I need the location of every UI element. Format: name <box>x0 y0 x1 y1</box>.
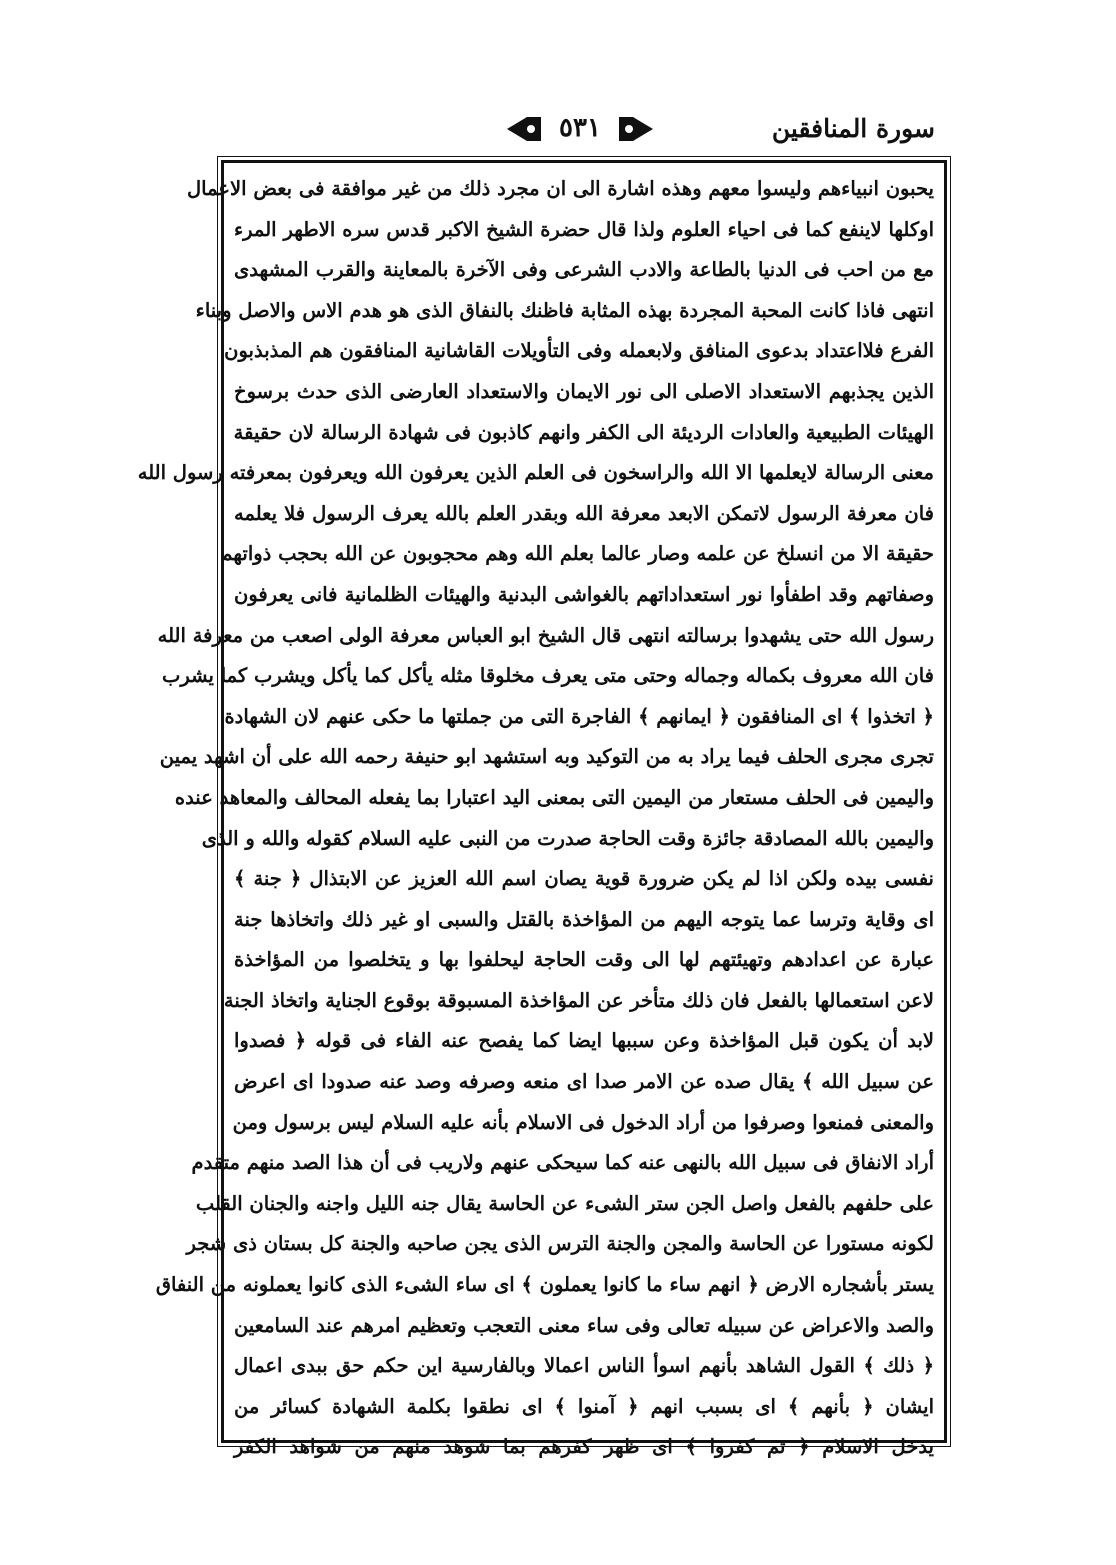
text-line: فان معرفة الرسول لاتمكن الابعد معرفة الله وبقدر العلم بالله يعرف الرسول فلا يعلمه <box>234 501 934 525</box>
text-line: اى وقاية وترسا عما يتوجه اليهم من المؤاخذة بالقتل والسبى او غير ذلك واتخاذها جنة <box>234 907 934 931</box>
text-line: اوكلها لاينفع كما فى احياء العلوم ولذا قال حضرة الشيخ الاكبر قدس سره الاطهر المرء <box>234 217 934 241</box>
page-number-ornament <box>505 110 655 148</box>
surah-title: سورة المنافقين <box>771 114 935 143</box>
text-line: لابد أن يكون قبل المؤاخذة وعن سببها ايضا كما يفصح عنه الفاء فى قوله ﴿ فصدوا <box>234 1029 934 1053</box>
text-line: يدخل الاسلام ﴿ ثم كفروا ﴾ اى ظهر كفرهم بما شوهد منهم من شواهد الكفر <box>234 1435 934 1459</box>
text-line: الفرع فلااعتداد بدعوى المنافق ولابعمله وفى التأويلات القاشانية المنافقون هم المذبذبون <box>224 339 934 363</box>
text-line: وصفاتهم وقد اطفأوا نور استعداداتهم بالغواشى البدنية والهيئات الظلمانية فانى يعرفون <box>234 582 934 606</box>
text-line: والمعنى فمنعوا وصرفوا من أراد الدخول فى الاسلام بأنه عليه السلام ليس برسول ومن <box>232 1110 934 1134</box>
text-line: يحبون انبياءهم وليسوا معهم وهذه اشارة الى ان مجرد ذلك من غير موافقة فى بعض الاعمال <box>187 177 934 200</box>
text-line: حقيقة الا من انسلخ عن علمه وصار عالما بعلم الله وهم محجوبون عن الله بحجب ذواتهم <box>220 542 934 566</box>
text-line: الذين يجذبهم الاستعداد الاصلى الى نور الايمان والاستعداد العارضى الذى حدث برسوخ <box>234 379 934 403</box>
text-line: تجرى مجرى الحلف فيما يراد به من التوكيد وبه استشهد ابو حنيفة رحمه الله على أن اشهد يمين <box>159 745 934 769</box>
text-line: عبارة عن اعدادهم وتهيئتهم لها الى وقت الحاجة ليحلفوا بها و يتخلصوا من المؤاخذة <box>234 948 934 972</box>
text-line: نفسى بيده ولكن اذا لم يكن ضرورة قوية يصان اسم الله العزيز عن الابتذال ﴿ جنة ﴾ <box>234 867 934 891</box>
text-line: يستر بأشجاره الارض ﴿ انهم ساء ما كانوا يعملون ﴾ اى ساء الشىء الذى كانوا يعملونه من النفاق <box>155 1273 934 1297</box>
text-line: على حلفهم بالفعل واصل الجن ستر الشىء عن الحاسة يقال جنه الليل واجنه والجنان القلب <box>195 1191 934 1215</box>
text-line: ﴿ اتخذوا ﴾ اى المنافقون ﴿ ايمانهم ﴾ الفاجرة التى من جملتها ما حكى عنهم لان الشهادة <box>224 704 934 728</box>
page-number: ٥٣١ <box>559 113 601 143</box>
text-line: فان الله معروف بكماله وجماله وحتى متى يعرف مخلوقا مثله يأكل كما يأكل ويشرب كما يشرب <box>161 664 934 688</box>
page-header <box>215 108 935 152</box>
text-line: لاعن استعمالها بالفعل فان ذلك متأخر عن المؤاخذة المسبوقة بوقوع الجناية واتخاذ الجنة <box>223 988 934 1012</box>
text-body <box>137 169 934 1459</box>
text-line: معنى الرسالة لايعلمها الا الله والراسخون فى العلم الذين يعرفون الله ويعرفون بمعرفته رسول الله <box>137 461 934 485</box>
text-line: انتهى فاذا كانت المحبة المجردة بهذه المثابة فاظنك بالنفاق الذى هو هدم الاس والاصل وبناء <box>195 298 934 322</box>
text-line: ايشان ﴿ بأنهم ﴾ اى بسبب انهم ﴿ آمنوا ﴾ اى نطقوا بكلمة الشهادة كسائر من <box>234 1394 934 1418</box>
text-line: واليمين بالله المصادقة جائزة وقت الحاجة صدرت من النبى عليه السلام كقوله والله و الذى <box>201 826 934 850</box>
text-line: رسول الله حتى يشهدوا برسالته انتهى قال الشيخ ابو العباس معرفة الولى اصعب من معرفة الله <box>157 623 934 647</box>
text-line: والصد والاعراض عن سبيله تعالى وفى ساء معنى التعجب وتعظيم امرهم عند السامعين <box>233 1313 934 1337</box>
text-line: أراد الانفاق فى سبيل الله بالنهى عنه كما سيحكى عنهم ولاريب فى أن هذا الصد منهم متقدم <box>191 1151 934 1175</box>
text-frame <box>137 160 947 1459</box>
text-line: عن سبيل الله ﴾ يقال صده عن الامر صدا اى منعه وصرفه وصد عنه صدودا اى اعرض <box>234 1070 934 1094</box>
text-line: ﴿ ذلك ﴾ القول الشاهد بأنهم اسوأ الناس اعمالا وبالفارسية اين حكم حق ببدى اعمال <box>234 1354 934 1378</box>
text-line: الهيئات الطبيعية والعادات الرديئة الى الكفر وانهم كاذبون فى شهادة الرسالة لان حقيقة <box>233 420 934 444</box>
text-line: مع من احب فى الدنيا بالطاعة والادب الشرعى وفى الآخرة بالمعاينة والقرب المشهدى <box>234 258 934 282</box>
text-line: لكونه مستورا عن الحاسة والمجن والجنة الترس الذى يجن صاحبه والجنة كل بستان ذى شجر <box>186 1232 934 1256</box>
text-line: واليمين فى الحلف مستعار من اليمين التى بمعنى اليد اعتبارا بما يفعله المحالف والمعاهد عنده <box>174 785 934 809</box>
